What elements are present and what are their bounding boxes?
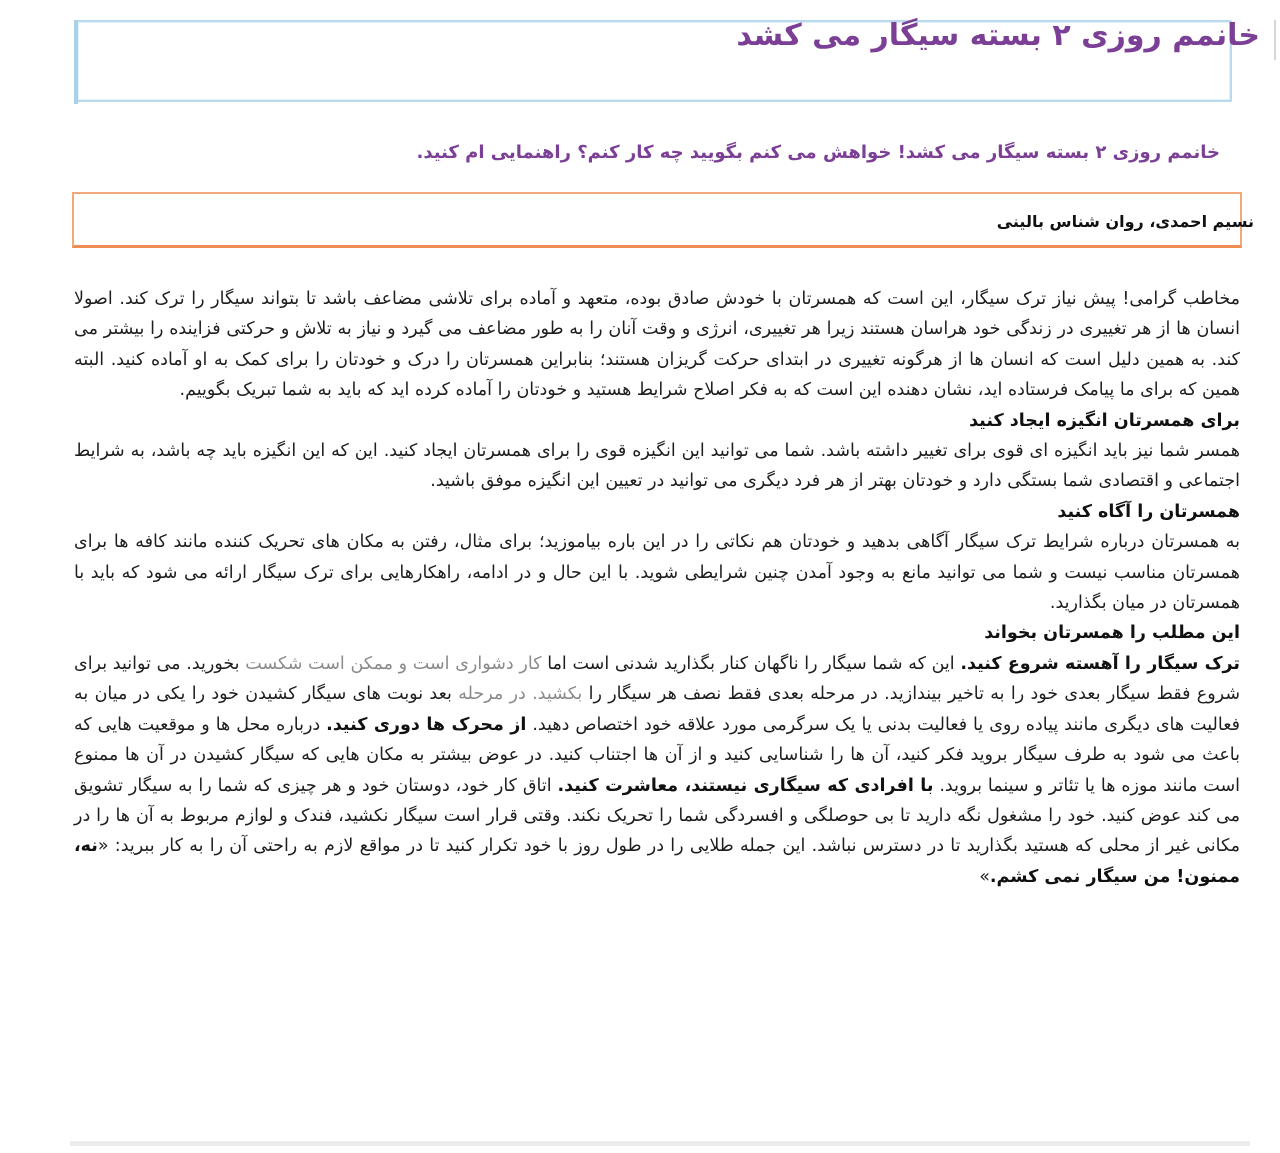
tips-paragraph: [74, 649, 1240, 892]
inform-paragraph: به همسرتان درباره شرایط ترک سیگار آگاهی بدهید و خودتان هم نکاتی را در این باره بیاموزید؛ برای مثال، رفتن به مکان های تحریک کننده مانند کافه ها برای همسرتان مناسب نیست و شما می توانید مانع به وجود آمدن چنین شرایطی شوید. با این حال و در ادامه، راهکارهایی برای ترک سیگار ارائه می شود که باید با همسرتان در میان بگذارید.: [74, 532, 1240, 614]
section-heading-inform: همسرتان را آگاه کنید: [1057, 501, 1240, 522]
tip-socialize: با افرادی که سیگاری نیستند، معاشرت کنید.: [557, 775, 934, 796]
section-heading-motivation: برای همسرتان انگیزه ایجاد کنید: [969, 410, 1240, 431]
title-box-accent: [74, 20, 78, 104]
section-heading-read: این مطلب را همسرتان بخواند: [984, 623, 1240, 644]
intro-paragraph: مخاطب گرامی! پیش نیاز ترک سیگار، این است که همسرتان با خودش صادق بوده، متعهد و آماده برای تلاشی مضاعف باشد تا بتواند سیگار را ترک کند. اصولا انسان ها از هر تغییری در زندگی خود هراسان هستند زیرا هر تغییری، انرژی و وقت آنان را به طور مضاعف می گیرد و نیاز به تلاش و حرکتی فزاینده را بیشتر می کند. به همین دلیل است که انسان ها از هرگونه تغییری در ابتدای حرکت گریزان هستند؛ بنابراین همسرتان را درک و خودتان را برای کمک به او آماده کنید. البته همین که برای ما پیامک فرستاده اید، نشان دهنده این است که به فکر اصلاح شرایط هستید و خودتان را آماده کرده اید که باید به شما تبریک بگوییم.: [74, 289, 1240, 401]
motivation-paragraph: همسر شما نیز باید انگیزه ای قوی برای تغییر داشته باشد. شما می توانید این انگیزه قوی را برای همسرتان ایجاد کنید. این که این انگیزه باید چه باشد، به شرایط اجتماعی و اقتصادی شما بستگی دارد و خودتان بهتر از هر فرد دیگری می توانید در تعیین این انگیزه موفق باشید.: [74, 441, 1240, 492]
reader-question: خانمم روزی ۲ بسته سیگار می کشد! خواهش می کنم بگویید چه کار کنم؟ راهنمایی ام کنید.: [416, 142, 1220, 163]
tips-text-5: اتاق کار خود، دوستان خود و هر چیزی که شما را به سیگار تشویق می کند عوض کنید. خود را مشغول نگه دارید تا بی حوصلگی و افسردگی شما را تحریک نکند. وقتی قرار است سیگار نکشید، فندک و لوازم مربوط به آن ها را در مکانی غیر از محلی که هستید بگذارید تا در دسترس نباشد. این جمله طلایی را در طول روز با خود تکرار کنید تا در مواقع لازم به راحتی آن را به کار ببرید: «: [74, 775, 1240, 857]
article-title: خانمم روزی ۲ بسته سیگار می کشد: [736, 18, 1260, 53]
author-byline: نسیم احمدی، روان شناس بالینی: [996, 212, 1254, 231]
tip-start-slowly: ترک سیگار را آهسته شروع کنید.: [960, 653, 1240, 674]
tips-text-3: بعد نوبت های سیگار کشیدن خود را یکی در میان به فعالیت های دیگری مانند پیاده روی یا فعالیت بدنی یا یک سرگرمی مورد علاقه خود اختصاص دهید.: [74, 684, 1240, 735]
golden-sentence: نه، ممنون! من سیگار نمی کشم.: [74, 836, 1240, 887]
tips-text-6: »: [979, 866, 990, 887]
article-body: [74, 284, 1240, 892]
bottom-divider: [70, 1141, 1250, 1146]
tips-gray-1: کار دشواری است و ممکن است شکست: [245, 653, 542, 674]
tip-avoid-triggers: از محرک ها دوری کنید.: [326, 714, 527, 735]
tips-gray-2: بکشید. در مرحله: [458, 684, 583, 705]
page-edge-mark: [1274, 20, 1276, 60]
tips-text-1: این که شما سیگار را ناگهان کنار بگذارید شدنی است اما: [541, 653, 961, 674]
tips-text-4: درباره محل ها و موقعیت هایی که باعث می شود به طرف سیگار بروید فکر کنید، آن ها را شناسایی کنید و از آن ها اجتناب کنید. در عوض بیشتر به مکان هایی که سیگار کشیدن در آن ها ممنوع است مانند موزه ها یا تئاتر و سینما بروید.: [74, 714, 1240, 796]
tips-text-2: بخورید. می توانید برای شروع فقط سیگار بعدی خود را به تاخیر بیندازید. در مرحله بعدی فقط نصف هر سیگار را: [74, 653, 1240, 705]
